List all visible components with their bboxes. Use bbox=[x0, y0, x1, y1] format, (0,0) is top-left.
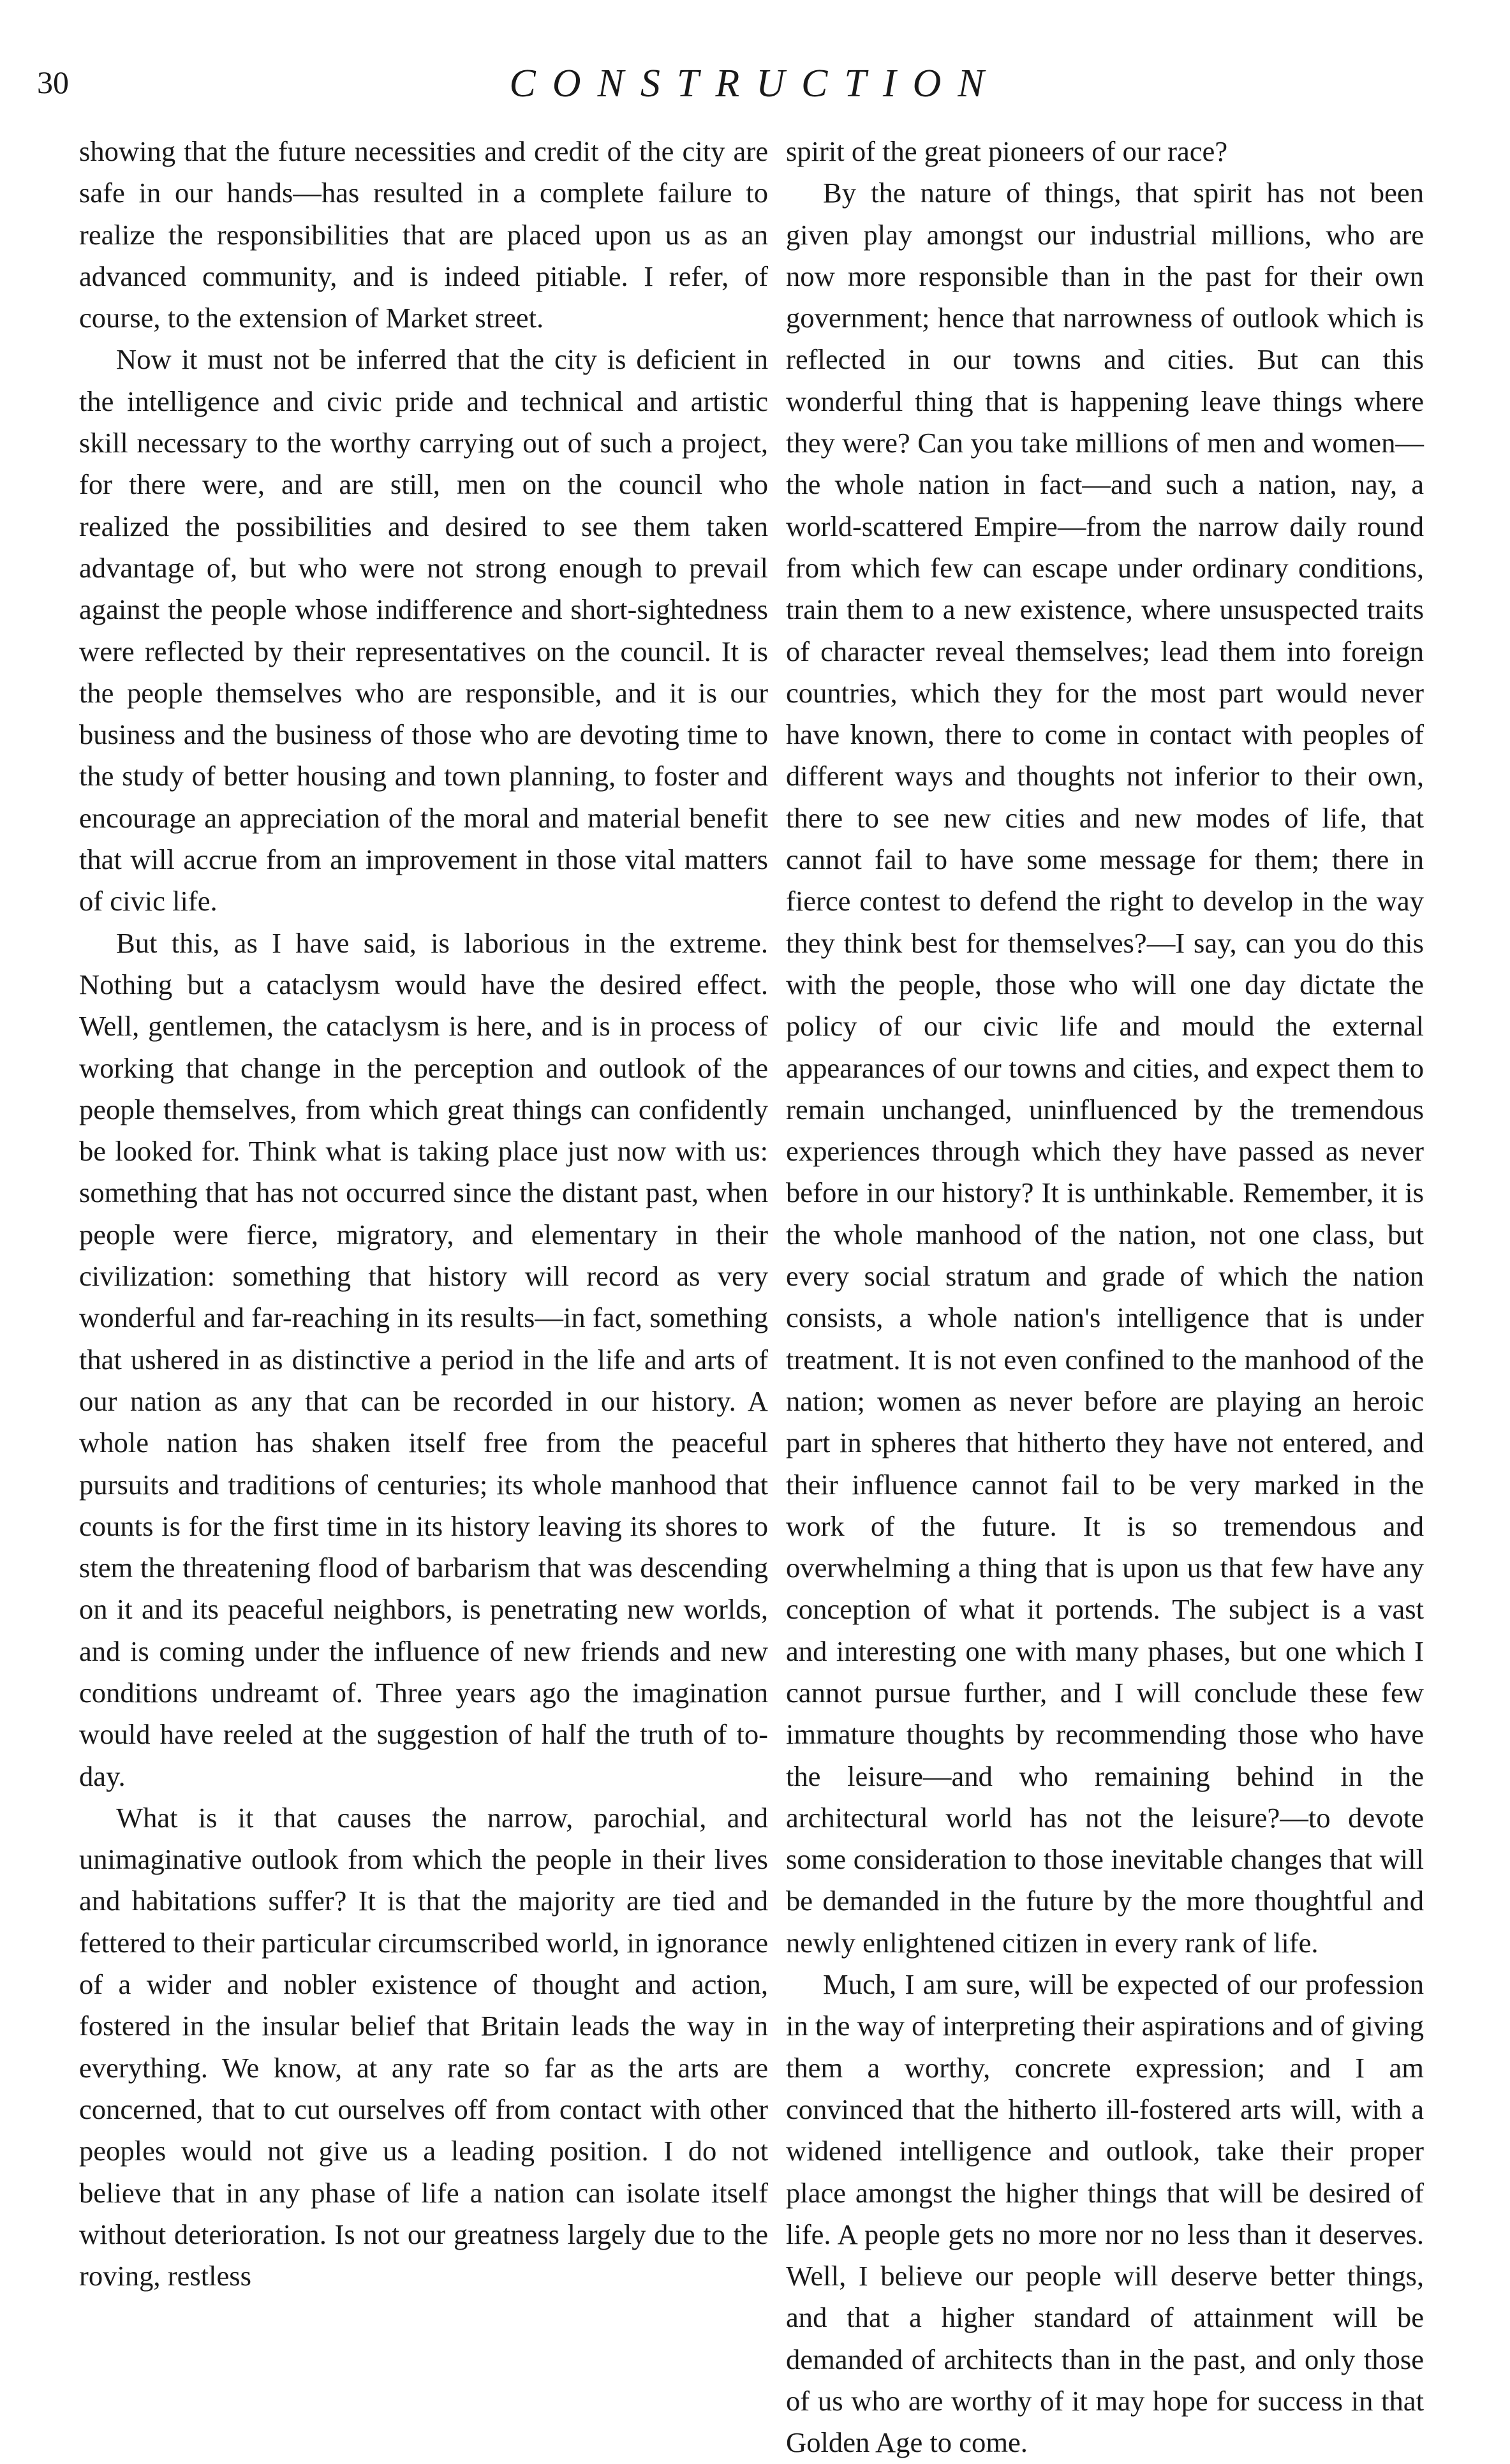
right-column bbox=[786, 131, 1424, 2464]
paragraph: By the nature of things, that spirit has not been given play amongst our industrial millions, who are now more responsible than in the past for their own government; hence that narrowness of outlook which is reflected in our towns and cities. But can this wonderful thing that is happening leave things where they were? Can you take millions of men and women—the whole nation in fact—and such a nation, nay, a world-scattered Empire—from the narrow daily round from which few can escape under ordinary conditions, train them to a new existence, where unsuspected traits of character reveal themselves; lead them into foreign countries, which they for the most part would never have known, there to come in contact with peoples of different ways and thoughts not inferior to their own, there to see new cities and new modes of life, that cannot fail to have some message for them; there in fierce contest to defend the right to develop in the way they think best for themselves?—I say, can you do this with the people, those who will one day dictate the policy of our civic life and mould the external appearances of our towns and cities, and expect them to remain unchanged, uninfluenced by the tremendous experiences through which they have passed as never before in our history? It is unthinkable. Remember, it is the whole manhood of the nation, not one class, but every social stratum and grade of which the nation consists, a whole nation's intelligence that is under treatment. It is not even confined to the manhood of the nation; women as never before are playing an heroic part in spheres that hitherto they have not entered, and their influence cannot fail to be very marked in the work of the future. It is so tremendous and overwhelming a thing that is upon us that few have any conception of what it portends. The subject is a vast and interesting one with many phases, but one which I cannot pursue further, and I will conclude these few immature thoughts by recommending those who have the leisure—and who remaining behind in the architectural world has not the leisure?—to devote some consideration to those inevitable changes that will be demanded in the future by the more thoughtful and newly enlightened citizen in every rank of life. bbox=[786, 177, 1424, 1959]
paragraph: What is it that causes the narrow, parochial, and unimaginative outlook from which the people in their lives and habitations suffer? It is that the majority are tied and fettered to their particular circumscribed world, in ignorance of a wider and nobler existence of thought and action, fostered in the insular belief that Britain leads the way in everything. We know, at any rate so far as the arts are concerned, that to cut ourselves off from contact with other peoples would not give us a leading position. I do not believe that in any phase of life a nation can isolate itself without deterioration. Is not our greatness largely due to the roving, restless bbox=[79, 1801, 768, 2292]
paragraph: Much, I am sure, will be expected of our profession in the way of interpreting their aspirations and of giving them a worthy, concrete expression; and I am convinced that the hitherto ill-fostered arts will, with a widened intelligence and outlook, take their proper place amongst the higher things that will be desired of life. A people gets no more nor no less than it deserves. Well, I believe our people will deserve better things, and that a higher standard of attainment will be demanded of architects than in the past, and only those of us who are worthy of it may hope for success in that Golden Age to come. bbox=[786, 1968, 1424, 2459]
paragraph: showing that the future necessities and credit of the city are safe in our hands—has resulted in a complete failure to realize the responsibilities that are placed upon us as an advanced community, and is indeed pitiable. I refer, of course, to the extension of Market street. bbox=[79, 135, 768, 334]
paragraph: But this, as I have said, is laborious in the extreme. Nothing but a cataclysm would have the desired effect. Well, gentlemen, the cataclysm is here, and is in process of working that change in the perception and outlook of the people themselves, from which great things can confidently be looked for. Think what is taking place just now with us: something that has not occurred since the distant past, when people were fierce, migratory, and elementary in their civilization: something that history will record as very wonderful and far-reaching in its results—in fact, something that ushered in as distinctive a period in the life and arts of our nation as any that can be recorded in our history. A whole nation has shaken itself free from the peaceful pursuits and traditions of centuries; its whole manhood that counts is for the first time in its history leaving its shores to stem the threatening flood of barbarism that was descending on it and its peaceful neighbors, is penetrating new worlds, and is coming under the influence of new friends and new conditions undreamt of. Three years ago the imagination would have reeled at the suggestion of half the truth of to-day. bbox=[79, 926, 768, 1792]
running-title: CONSTRUCTION bbox=[509, 62, 1001, 105]
paragraph: Now it must not be inferred that the city is deficient in the intelligence and civic pride and technical and artistic skill necessary to the worthy carrying out of such a project, for there were, and are still, men on the council who realized the possibilities and desired to see them taken advantage of, but who were not strong enough to prevail against the people whose indifference and short-sightedness were reflected by their representatives on the council. It is the people themselves who are responsible, and it is our business and the business of those who are devoting time to the study of better housing and town planning, to foster and encourage an appreciation of the moral and material benefit that will accrue from an improvement in those vital matters of civic life. bbox=[79, 343, 768, 917]
page-number: 30 bbox=[37, 64, 69, 100]
left-column bbox=[79, 131, 768, 2297]
paragraph: spirit of the great pioneers of our race? bbox=[786, 135, 1228, 167]
